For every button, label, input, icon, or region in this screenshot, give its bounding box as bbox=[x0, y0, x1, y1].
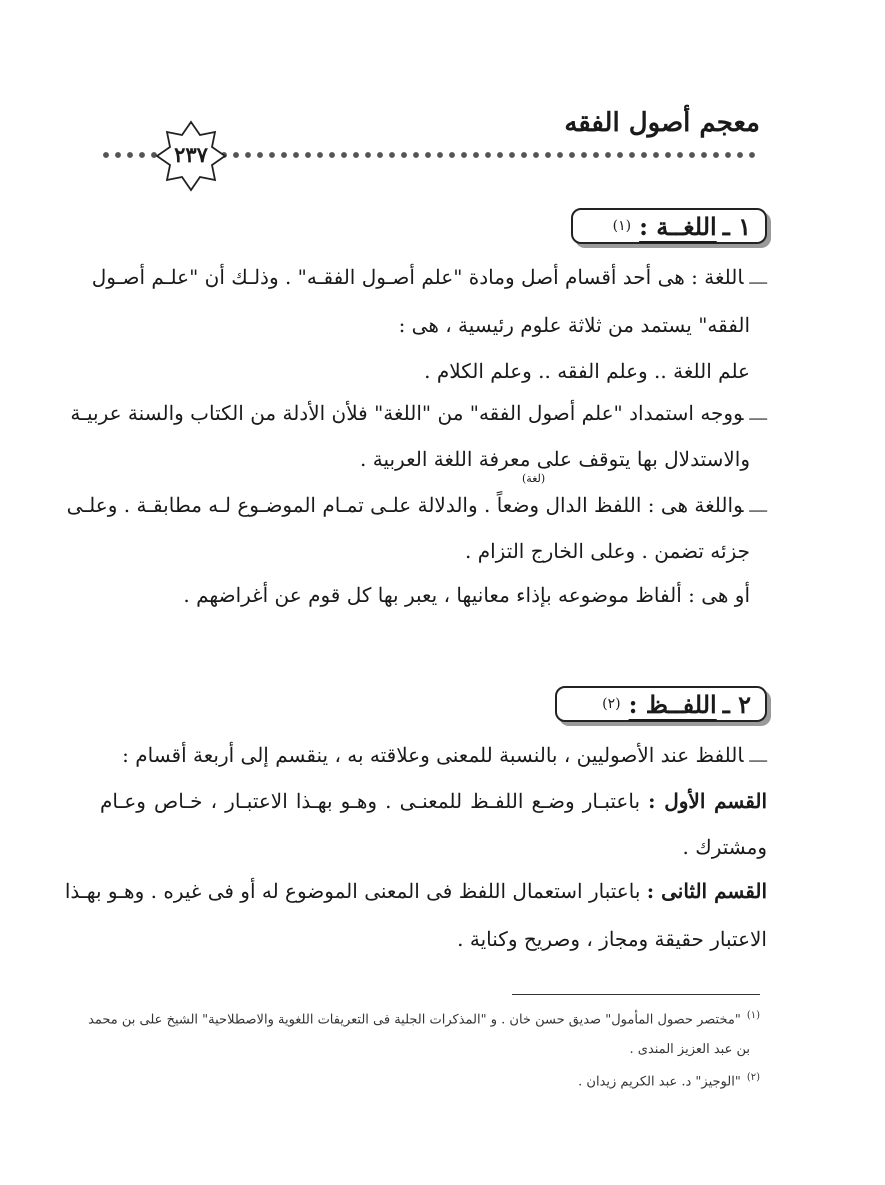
paragraph-line: القسم الأول : باعتبـار وضـع اللفـظ للمعنـى . وهـو بهـذا الاعتبـار ، خـاص وعـام bbox=[100, 789, 767, 813]
dash-marker: ـــ bbox=[749, 743, 767, 767]
ornament-right-segment bbox=[218, 146, 760, 164]
footnote-ref: (٢) bbox=[602, 696, 621, 712]
section-heading-language bbox=[571, 208, 767, 244]
paragraph-line: الاعتبار حقيقة ومجاز ، وصريح وكناية . bbox=[457, 927, 767, 951]
section-title: اللفــظ : bbox=[628, 689, 717, 719]
dash-marker: ـــ bbox=[749, 265, 767, 289]
dash-marker: ـــ bbox=[749, 401, 767, 425]
footnote-mark: (٢) bbox=[746, 1072, 760, 1083]
lead-term: القسم الثانى : bbox=[646, 879, 767, 903]
paragraph-line: ـــاللغة : هى أحد أقسام أصل ومادة "علم أصـول الفقـه" . وذلـك أن "علـم أصـول bbox=[91, 265, 767, 289]
page-number-badge bbox=[155, 120, 227, 192]
section-heading-utterance bbox=[555, 686, 767, 722]
footnote-2: $^{(٢)}$"الوجيز" د. عبد الكريم زيدان . bbox=[578, 1072, 760, 1090]
paragraph-line: ـــاللفظ عند الأصوليين ، بالنسبة للمعنى وعلاقته به ، ينقسم إلى أربعة أقسام : bbox=[122, 743, 767, 767]
paragraph-line: ـــواللغة هى : اللفظ الدال وضعاً . والدلالة علـى تمـام الموضـوع لـه مطابقـة . وعلـى bbox=[66, 493, 767, 517]
ornament-left-segment bbox=[100, 146, 160, 164]
lead-term: القسم الأول : bbox=[648, 789, 767, 813]
section-title: اللغــة : bbox=[639, 211, 717, 241]
page-number: ٢٣٧ bbox=[174, 142, 208, 167]
paragraph-line: القسم الثانى : باعتبار استعمال اللفظ فى المعنى الموضوع له أو فى غيره . وهـو بهـذا bbox=[64, 879, 767, 903]
paragraph-line: ومشترك . bbox=[682, 835, 767, 859]
footnote-ref: (١) bbox=[612, 218, 632, 234]
section-number: ١ ـ bbox=[722, 211, 751, 241]
paragraph-line: الفقه" يستمد من ثلاثة علوم رئيسية ، هى : bbox=[398, 313, 750, 337]
paragraph-line: والاستدلال بها يتوقف على معرفة اللغة العربية . bbox=[360, 447, 750, 471]
section-number: ٢ ـ bbox=[722, 689, 751, 719]
interlinear-gloss: (لغة) bbox=[522, 472, 546, 485]
paragraph-line: علم اللغة .. وعلم الفقه .. وعلم الكلام . bbox=[424, 359, 750, 383]
footnote-1-continuation: بن عبد العزيز المندى . bbox=[629, 1042, 750, 1057]
dash-marker: ـــ bbox=[749, 493, 767, 517]
paragraph-line: ـــووجه استمداد "علم أصول الفقه" من "اللغة" فلأن الأدلة من الكتاب والسنة عربيـة bbox=[70, 401, 767, 425]
paragraph-line: أو هى : ألفاظ موضوعه بإذاء معانيها ، يعبر بها كل قوم عن أغراضهم . bbox=[183, 583, 750, 607]
paragraph-line: جزئه تضمن . وعلى الخارج التزام . bbox=[464, 539, 750, 563]
footnote-divider bbox=[512, 994, 760, 995]
footnote-mark: (١) bbox=[746, 1010, 760, 1021]
running-title: معجم أصول الفقه bbox=[564, 108, 760, 138]
footnote-1: $^{(١)}$"مختصر حصول المأمول" صديق حسن خان . و "المذكرات الجلية فى التعريفات اللغوية والاصطلاحية" الشيخ على بن محمد bbox=[88, 1010, 760, 1028]
